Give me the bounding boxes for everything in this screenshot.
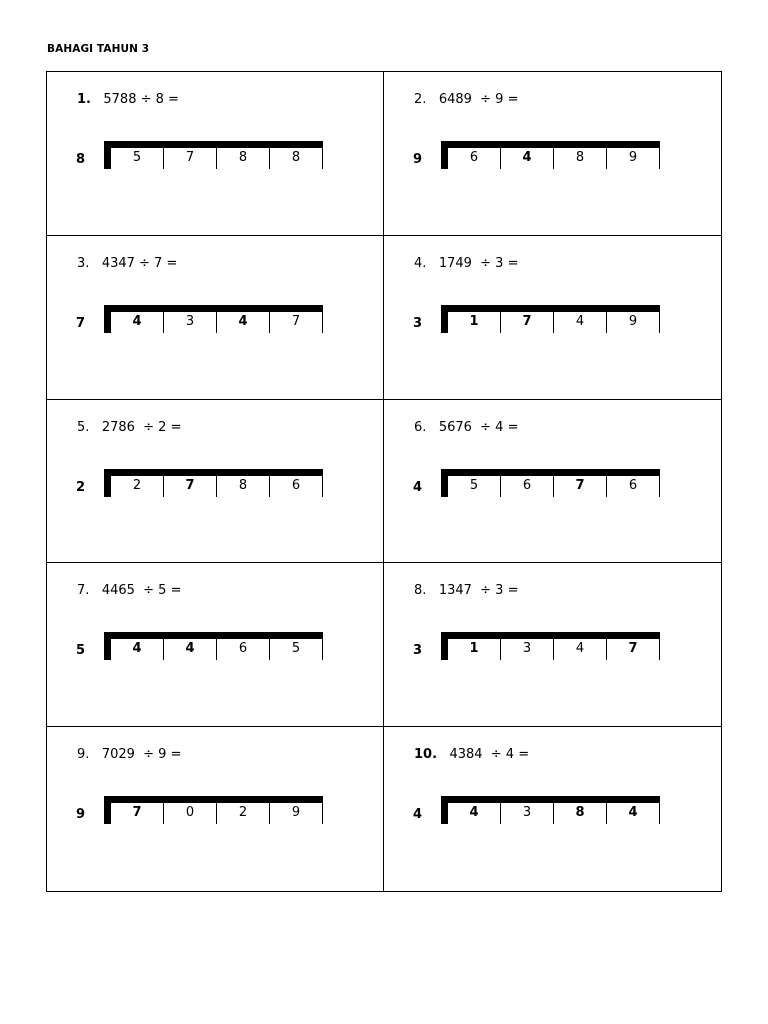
spacer (426, 583, 438, 598)
dividend-digit: 7 (501, 312, 554, 333)
problem-number: 3. (77, 255, 90, 271)
dividend-digit: 4 (554, 312, 607, 333)
divisor: 2 (76, 479, 86, 495)
problem-number: 7. (77, 583, 90, 599)
problem-equation: 4384 ÷ 4 = (449, 747, 530, 763)
spacer (426, 256, 438, 271)
divisor: 7 (76, 315, 86, 331)
bracket-top-bar (104, 305, 323, 312)
dividend-digit: 5 (270, 639, 323, 660)
spacer (426, 92, 438, 107)
long-division-bracket (441, 141, 660, 169)
long-division-bracket (441, 796, 660, 824)
dividend-digit: 8 (554, 148, 607, 169)
dividend-digit: 4 (607, 803, 660, 824)
problem-equation: 4347 ÷ 7 = (101, 255, 178, 271)
spacer (89, 420, 101, 435)
dividend-digit: 1 (448, 639, 501, 660)
dividend-digit: 2 (217, 803, 270, 824)
problem-number: 2. (414, 92, 427, 107)
problem-equation: 1749 ÷ 3 = (438, 255, 519, 271)
dividend-digit: 8 (554, 803, 607, 824)
divisor: 4 (413, 479, 423, 495)
dividend-digits (448, 148, 660, 169)
problem-equation: 4465 ÷ 5 = (101, 583, 182, 599)
divisor: 3 (413, 315, 423, 331)
problem-statement (414, 583, 518, 598)
dividend-digit: 7 (164, 476, 217, 497)
long-division-bracket (441, 305, 660, 333)
divisor: 9 (76, 807, 86, 823)
problem-cell-8 (384, 563, 721, 727)
divisor: 5 (76, 643, 86, 659)
problem-statement (414, 92, 518, 107)
bracket-top-bar (441, 141, 660, 148)
dividend-digits (448, 803, 660, 824)
dividend-digits (448, 639, 660, 660)
problem-equation: 6489 ÷ 9 = (438, 92, 519, 107)
dividend-digits (111, 803, 323, 824)
long-division-bracket (104, 141, 323, 169)
spacer (89, 747, 101, 762)
bracket-top-bar (441, 305, 660, 312)
problem-equation: 1347 ÷ 3 = (438, 583, 519, 599)
bracket-top-bar (441, 469, 660, 476)
dividend-digit: 9 (607, 148, 660, 169)
problem-cell-5 (47, 400, 384, 564)
spacer (426, 420, 438, 435)
dividend-digit: 9 (607, 312, 660, 333)
bracket-left-bar (104, 469, 111, 497)
dividend-digit: 4 (554, 639, 607, 660)
long-division-bracket (441, 632, 660, 660)
dividend-digit: 6 (501, 476, 554, 497)
dividend-digit: 7 (111, 803, 164, 824)
problem-equation: 2786 ÷ 2 = (101, 419, 182, 435)
problem-number: 9. (77, 747, 90, 763)
bracket-left-bar (104, 796, 111, 824)
dividend-digits (111, 476, 323, 497)
dividend-digit: 7 (607, 639, 660, 660)
problem-cell-10 (384, 727, 721, 891)
problem-cell-7 (47, 563, 384, 727)
dividend-digits (448, 476, 660, 497)
problem-equation: 7029 ÷ 9 = (101, 747, 182, 763)
problem-statement (414, 256, 518, 271)
dividend-digit: 3 (164, 312, 217, 333)
dividend-digit: 6 (607, 476, 660, 497)
bracket-left-bar (104, 632, 111, 660)
long-division-bracket (104, 796, 323, 824)
bracket-left-bar (441, 796, 448, 824)
problem-cell-3 (47, 236, 384, 400)
long-division-bracket (104, 469, 323, 497)
problem-statement (77, 583, 181, 598)
dividend-digit: 7 (270, 312, 323, 333)
problem-equation: 5788 ÷ 8 = (103, 92, 179, 107)
bracket-top-bar (441, 796, 660, 803)
bracket-left-bar (441, 469, 448, 497)
problem-statement (77, 420, 181, 435)
spacer (89, 256, 101, 271)
dividend-digit: 4 (111, 312, 164, 333)
dividend-digit: 9 (270, 803, 323, 824)
bracket-top-bar (441, 632, 660, 639)
dividend-digit: 3 (501, 803, 554, 824)
bracket-left-bar (441, 632, 448, 660)
dividend-digit: 1 (448, 312, 501, 333)
divisor: 3 (413, 643, 423, 659)
divisor: 9 (413, 152, 423, 167)
problem-statement (77, 747, 181, 762)
bracket-left-bar (104, 141, 111, 169)
dividend-digit: 4 (501, 148, 554, 169)
problem-number: 10. (414, 747, 438, 763)
problem-cell-9 (47, 727, 384, 891)
problem-statement (77, 256, 177, 271)
problem-cell-4 (384, 236, 721, 400)
divisor: 4 (413, 807, 423, 823)
dividend-digit: 2 (111, 476, 164, 497)
bracket-left-bar (441, 305, 448, 333)
dividend-digit: 7 (164, 148, 217, 169)
bracket-left-bar (104, 305, 111, 333)
long-division-bracket (441, 469, 660, 497)
dividend-digit: 4 (164, 639, 217, 660)
spacer (91, 92, 103, 107)
dividend-digit: 5 (448, 476, 501, 497)
dividend-digit: 6 (217, 639, 270, 660)
dividend-digit: 5 (111, 148, 164, 169)
bracket-left-bar (441, 141, 448, 169)
spacer (437, 747, 449, 762)
problem-cell-6 (384, 400, 721, 564)
problem-equation: 5676 ÷ 4 = (438, 419, 519, 435)
dividend-digit: 8 (217, 148, 270, 169)
dividend-digit: 4 (217, 312, 270, 333)
dividend-digit: 6 (270, 476, 323, 497)
problem-statement (414, 747, 529, 762)
dividend-digit: 8 (217, 476, 270, 497)
dividend-digit: 6 (448, 148, 501, 169)
dividend-digit: 7 (554, 476, 607, 497)
problem-number: 5. (77, 419, 90, 435)
spacer (89, 583, 101, 598)
divisor: 8 (76, 152, 86, 167)
problem-statement (414, 420, 518, 435)
bracket-top-bar (104, 632, 323, 639)
problem-number: 1. (77, 92, 91, 107)
problem-cell-2 (384, 72, 721, 236)
bracket-top-bar (104, 796, 323, 803)
long-division-bracket (104, 305, 323, 333)
problem-number: 8. (414, 583, 427, 599)
dividend-digit: 8 (270, 148, 323, 169)
dividend-digit: 0 (164, 803, 217, 824)
problem-statement (77, 92, 179, 107)
dividend-digits (448, 312, 660, 333)
problem-cell-1 (47, 72, 384, 236)
dividend-digits (111, 148, 323, 169)
dividend-digit: 4 (111, 639, 164, 660)
problem-grid (46, 71, 722, 892)
problem-number: 6. (414, 419, 427, 435)
problem-number: 4. (414, 255, 427, 271)
bracket-top-bar (104, 469, 323, 476)
bracket-top-bar (104, 141, 323, 148)
dividend-digits (111, 312, 323, 333)
dividend-digits (111, 639, 323, 660)
long-division-bracket (104, 632, 323, 660)
dividend-digit: 3 (501, 639, 554, 660)
worksheet-title: BAHAGI TAHUN 3 (47, 43, 150, 55)
dividend-digit: 4 (448, 803, 501, 824)
